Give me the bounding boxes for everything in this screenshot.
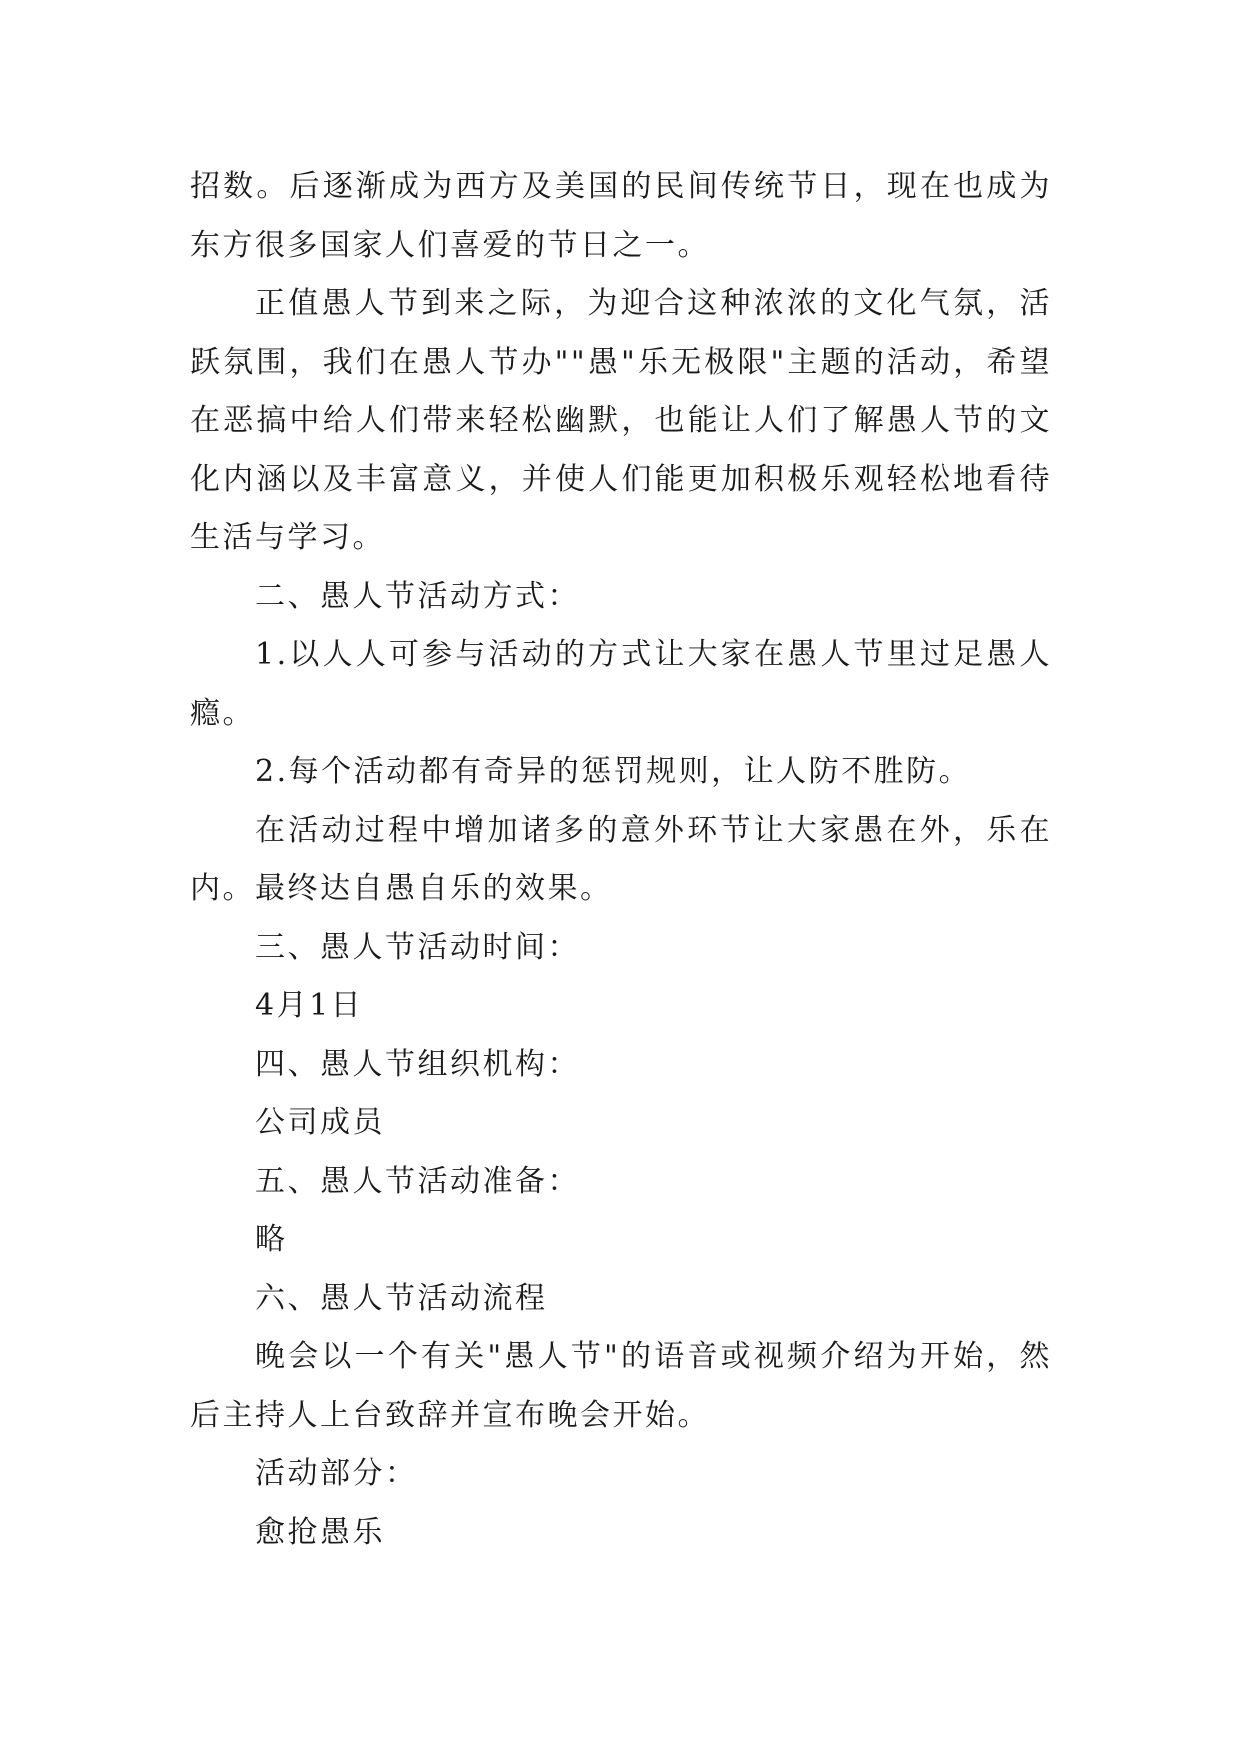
list-item-method-2: 2.每个活动都有奇异的惩罚规则，让人防不胜防。 — [255, 754, 972, 789]
paragraph-method-note: 在活动过程中增加诸多的意外环节让大家愚在外，乐在内。最终达自愚自乐的效果。 — [190, 812, 1052, 906]
activity-item-title: 愈抢愚乐 — [255, 1514, 385, 1550]
section-heading-organization: 四、愚人节组织机构： — [255, 1046, 580, 1082]
section-heading-activity-time: 三、愚人节活动时间： — [255, 929, 580, 965]
section-heading-process: 六、愚人节活动流程 — [255, 1280, 548, 1316]
organization-value: 公司成员 — [255, 1105, 385, 1140]
section-heading-activity-method: 二、愚人节活动方式： — [255, 578, 580, 614]
paragraph-background: 正值愚人节到来之际，为迎合这种浓浓的文化气氛，活跃氛围，我们在愚人节办""愚"乐无极限"主题的活动，希望在恶搞中给人们带来轻松幽默，也能让人们了解愚人节的文化内涵以及丰富意义，并使人们能更加积极乐观轻松地看待生活与学习。 — [190, 286, 1052, 555]
list-item-method-1: 1.以人人可参与活动的方式让大家在愚人节里过足愚人瘾。 — [190, 637, 1052, 731]
subheading-activity-part: 活动部分： — [255, 1456, 418, 1491]
paragraph-process-intro: 晚会以一个有关"愚人节"的语音或视频介绍为开始，然后主持人上台致辞并宣布晚会开始。 — [190, 1339, 1052, 1433]
preparation-value: 略 — [255, 1222, 288, 1257]
section-heading-preparation: 五、愚人节活动准备： — [255, 1163, 580, 1199]
activity-date: 4月1日 — [255, 988, 364, 1023]
document-body — [190, 158, 1052, 1562]
paragraph-continued-intro: 招数。后逐渐成为西方及美国的民间传统节日，现在也成为东方很多国家人们喜爱的节日之一。 — [190, 169, 1052, 263]
